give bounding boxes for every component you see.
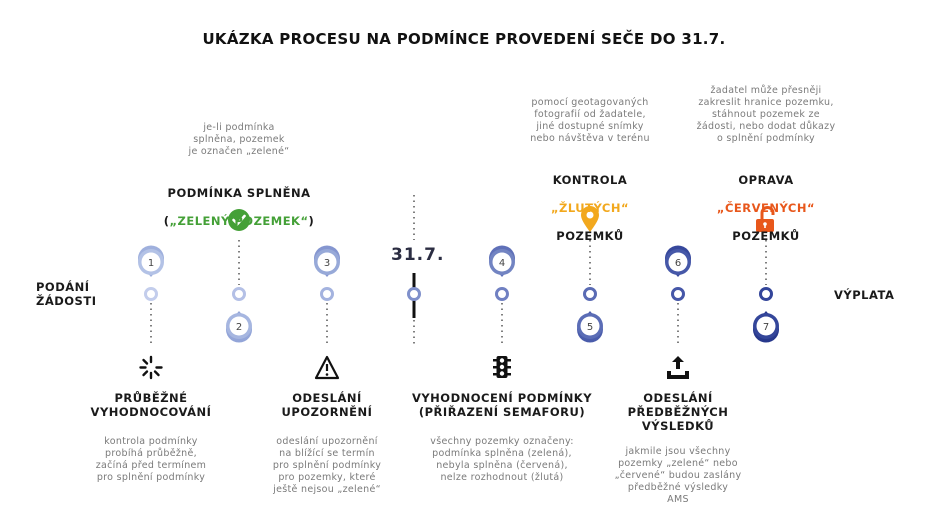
traffic-light-icon	[493, 356, 511, 378]
results-heading: ODESLÁNÍ PŘEDBĚŽNÝCH VÝSLEDKŮ	[627, 391, 729, 433]
green-note: je-li podmínka splněna, pozemek je označen „zelené“	[188, 122, 290, 157]
upload-tray-icon	[667, 356, 689, 379]
green-heading	[139, 172, 339, 242]
start-label: PODÁNÍ ŽÁDOSTI	[36, 280, 97, 308]
semaphore-heading: VYHODNOCENÍ PODMÍNKY (PŘIŘAZENÍ SEMAFORU)	[411, 391, 593, 419]
yellow-heading-line-3: POZEMKŮ	[556, 229, 624, 243]
step-number-4: 4	[498, 258, 506, 269]
yellow-heading	[520, 159, 660, 257]
yellow-note: pomocí geotagovaných fotografií od žadatele, jiné dostupné snímky nebo návštěva v terénu	[530, 97, 650, 144]
step-number-7: 7	[762, 322, 770, 333]
evaluation-note: kontrola podmínky probíhá průběžně, začíná před termínem pro splnění podmínky	[95, 436, 207, 483]
results-note: jakmile jsou všechny pozemky „zelené“ nebo „červené“ budou zaslány předběžné výsledky AMS	[614, 446, 742, 505]
end-label: VÝPLATA	[834, 288, 895, 302]
yellow-heading-highlight: „ŽLUTÝCH“	[550, 201, 630, 215]
red-heading	[696, 159, 836, 257]
step-number-1: 1	[147, 258, 155, 269]
red-heading-line-3: POZEMKŮ	[732, 229, 800, 243]
date-label: 31.7.	[391, 245, 445, 265]
warning-icon	[316, 357, 338, 378]
warning-heading: ODESLÁNÍ UPOZORNĚNÍ	[281, 391, 373, 419]
semaphore-note: všechny pozemky označeny: podmínka splněna (zelená), nebyla splněna (červená), nelze rozhodnout (žlutá)	[430, 436, 574, 483]
loading-spinner-icon	[141, 357, 162, 378]
step-number-3: 3	[323, 258, 331, 269]
red-heading-line-1: OPRAVA	[738, 173, 794, 187]
yellow-heading-line-1: KONTROLA	[552, 173, 628, 187]
warning-note: odeslání upozornění na blížící se termín pro splnění podmínky pro pozemky, které ještě nejsou „zelené“	[272, 436, 382, 495]
evaluation-heading: PRŮBĚŽNÉ VYHODNOCOVÁNÍ	[90, 391, 212, 419]
green-heading-line-1: PODMÍNKA SPLNĚNA	[167, 186, 311, 200]
step-number-6: 6	[674, 258, 682, 269]
page-title: UKÁZKA PROCESU NA PODMÍNCE PROVEDENÍ SEČE DO 31.7.	[202, 30, 726, 48]
step-number-2: 2	[235, 322, 243, 333]
green-heading-line-2: („ZELENÝ POZEMEK“)	[163, 214, 315, 228]
step-number-5: 5	[586, 322, 594, 333]
red-heading-highlight: „ČERVENÝCH“	[716, 201, 816, 215]
green-heading-highlight: „ZELENÝ POZEMEK“	[169, 214, 309, 228]
red-note: žadatel může přesněji zakreslit hranice pozemku, stáhnout pozemek ze žádosti, nebo dodat důkazy o splnění podmínky	[696, 85, 836, 144]
